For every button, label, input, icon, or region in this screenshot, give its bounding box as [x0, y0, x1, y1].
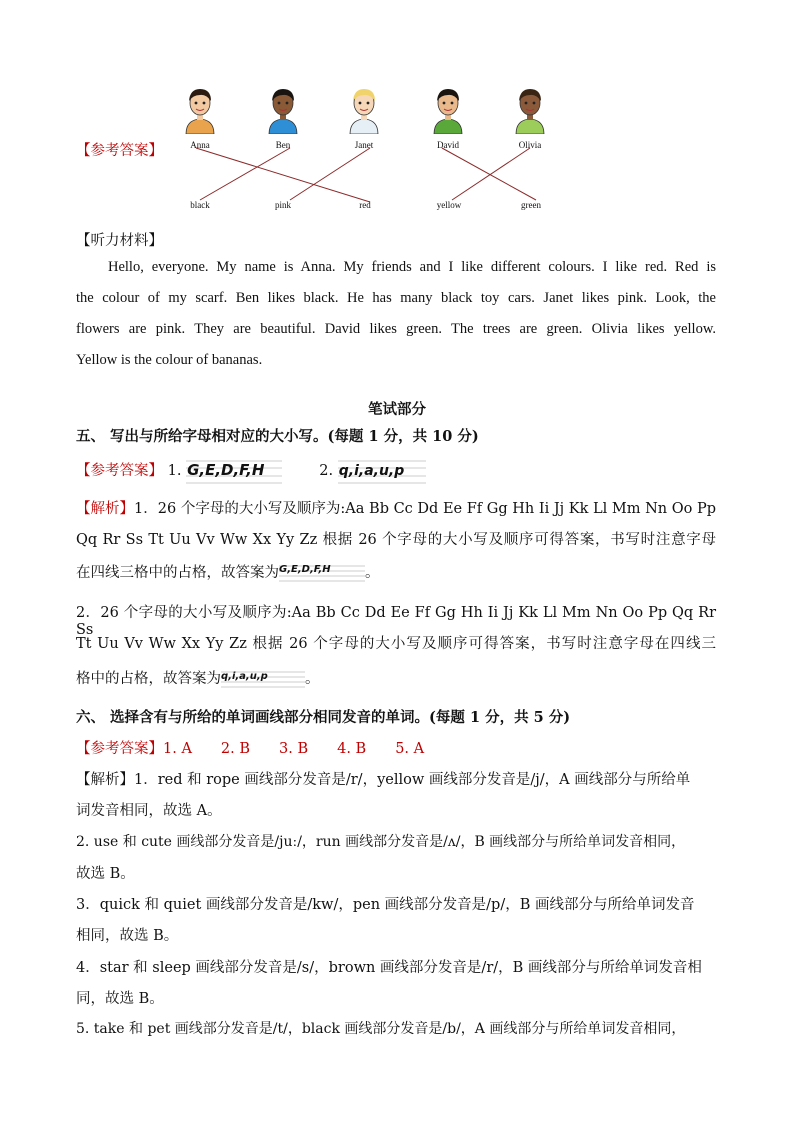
child-icon — [182, 86, 218, 134]
child-icon — [430, 86, 466, 134]
section6-answer-label: 【参考答案】 — [76, 741, 163, 757]
child-avatar-anna — [182, 86, 218, 134]
color-word: green — [521, 200, 541, 210]
section5-answer-1-num: 1. — [167, 463, 182, 479]
handwriting-inline-1 — [279, 564, 365, 582]
color-word: black — [190, 200, 210, 210]
child-avatar-janet — [346, 86, 382, 134]
written-part-title: 笔试部分 — [368, 401, 426, 418]
analysis-text: 在四线三格中的占格，故答案为 — [76, 565, 279, 581]
color-word: pink — [274, 200, 291, 210]
section5-analysis-1-line-3 — [76, 561, 716, 582]
handwriting-text-1: G,E,D,F,H — [187, 461, 265, 479]
section6-analysis-line-8: 同，故选 B。 — [76, 991, 164, 1007]
handwriting-answer-2 — [338, 458, 426, 484]
analysis-text: 。 — [365, 565, 380, 581]
child-icon — [346, 86, 382, 134]
listening-line-1: Hello, everyone. My name is Anna. My friends and I like different colours. I like red. Red is — [108, 259, 716, 275]
section5-answer — [76, 458, 716, 484]
section5-heading: 五、 写出与所给字母相对应的大小写。(每题 1 分，共 10 分) — [76, 428, 479, 445]
analysis-text: 1．26 个字母的大小写及顺序为:Aa Bb Cc Dd Ee Ff Gg Hh Ii Jj Kk Ll Mm Nn Oo Pp — [134, 501, 716, 517]
section6-analysis-line-6: 相同，故选 B。 — [76, 928, 179, 944]
handwriting-inline-text-2: q,i,a,u,p — [221, 671, 268, 682]
section5-analysis-2-line-2: Tt Uu Vv Ww Xx Yy Zz 根据 26 个字母的大小写及顺序可得答案，书写时注意字母在四线三 — [76, 636, 716, 652]
section5-answer-2-num: 2. — [319, 463, 334, 479]
handwriting-inline-2 — [221, 670, 305, 688]
section6-answer — [76, 737, 716, 758]
section6-analysis-line-1 — [76, 768, 716, 789]
handwriting-inline-text-1: G,E,D,F,H — [279, 564, 331, 575]
section6-heading: 六、 选择含有与所给的单词画线部分相同发音的单词。(每题 1 分，共 5 分) — [76, 709, 571, 726]
child-name: Ben — [275, 140, 291, 150]
child-name: Anna — [190, 140, 210, 150]
section6-analysis-line-3: 2. use 和 cute 画线部分发音是/juː/，run 画线部分发音是/ʌ/，B 画线部分与所给单词发音相同， — [76, 834, 686, 850]
child-avatar-olivia — [512, 86, 548, 134]
child-name: Olivia — [518, 140, 542, 150]
section6-analysis-line-5: 3．quick 和 quiet 画线部分发音是/kw/，pen 画线部分发音是/p/，B 画线部分与所给单词发音 — [76, 897, 695, 913]
analysis-text: 格中的占格，故答案为 — [76, 671, 221, 687]
child-avatar-david — [430, 86, 466, 134]
child-icon — [265, 86, 301, 134]
section6-analysis-line-4: 故选 B。 — [76, 866, 135, 882]
handwriting-text-2: q,i,a,u,p — [338, 463, 405, 479]
section6-analysis-line-2: 词发音相同，故选 A。 — [76, 803, 222, 819]
child-name: David — [437, 140, 459, 150]
child-avatar-ben — [265, 86, 301, 134]
analysis-text: 1．red 和 rope 画线部分发音是/r/，yellow 画线部分发音是/j/，A 画线部分与所给单 — [134, 772, 691, 788]
section6-analysis-line-9: 5. take 和 pet 画线部分发音是/t/，black 画线部分发音是/b/，A 画线部分与所给单词发音相同， — [76, 1021, 686, 1037]
analysis-text: 。 — [305, 671, 320, 687]
section5-analysis-2-line-1: 2．26 个字母的大小写及顺序为:Aa Bb Cc Dd Ee Ff Gg Hh Ii Jj Kk Ll Mm Nn Oo Pp Qq Rr Ss — [76, 605, 716, 638]
section6-analysis-label: 【解析】 — [76, 772, 134, 788]
section6-analysis-line-7: 4．star 和 sleep 画线部分发音是/s/，brown 画线部分发音是/r/，B 画线部分与所给单词发音相 — [76, 960, 702, 976]
listening-line-2: the colour of my scarf. Ben likes black. He has many black toy cars. Janet likes pink. Look, the — [76, 290, 716, 306]
section5-answer-label: 【参考答案】 — [76, 463, 163, 479]
child-name: Janet — [354, 140, 374, 150]
listening-line-3: flowers are pink. They are beautiful. David likes green. The trees are green. Olivia likes yellow. — [76, 321, 716, 337]
section5-analysis-1-line-1 — [76, 497, 716, 518]
matching-answer-label: 【参考答案】 — [76, 143, 163, 159]
color-word: red — [359, 200, 371, 210]
color-word: yellow — [436, 200, 462, 210]
section5-analysis-label: 【解析】 — [76, 501, 135, 517]
child-icon — [512, 86, 548, 134]
section5-analysis-1-line-2: Qq Rr Ss Tt Uu Vv Ww Xx Yy Zz 根据 26 个字母的大小写及顺序可得答案，书写时注意字母 — [76, 532, 716, 548]
section6-answer-values: 1. A 2. B 3. B 4. B 5. A — [163, 741, 425, 757]
handwriting-answer-1 — [186, 458, 282, 484]
listening-label: 【听力材料】 — [76, 233, 163, 249]
section5-analysis-2-line-3 — [76, 667, 716, 688]
listening-line-4: Yellow is the colour of bananas. — [76, 352, 263, 368]
